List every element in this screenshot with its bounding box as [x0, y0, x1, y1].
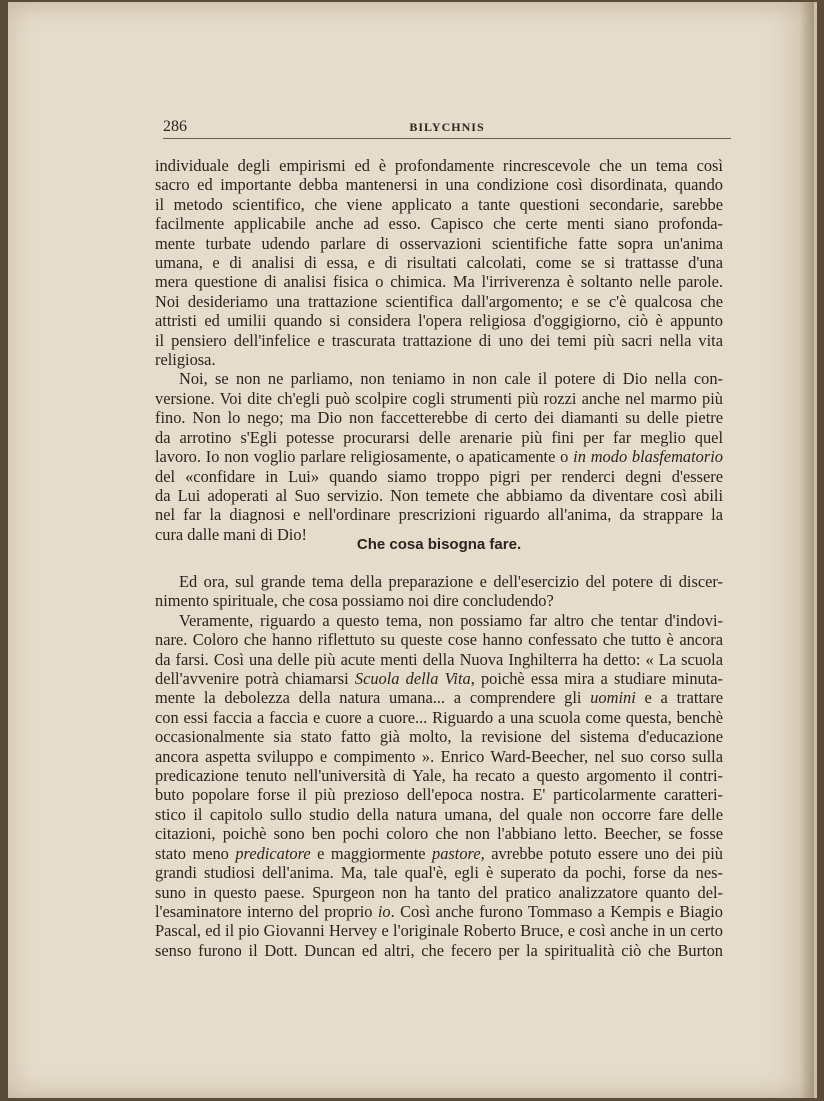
body-text-block — [155, 572, 723, 960]
text-run: senso furono il Dott. Duncan ed altri, che fecero per la spiritualità ciò che Burton — [155, 940, 723, 960]
text-line — [155, 311, 723, 330]
italic-text: Scuola della Vita — [354, 669, 471, 689]
italic-text: pastore — [432, 843, 481, 863]
text-run: fino. Non lo nego; ma Dio non faccetterebbe di certo dei diamanti su delle pietre — [155, 408, 723, 428]
text-run: , poichè essa mira a studiare minuta- — [470, 669, 724, 689]
text-run: sacro ed importante debba mantenersi in una condizione così disordinata, quando — [155, 175, 723, 195]
text-run: individuale degli empirismi ed è profondamente rincrescevole che un tema così — [155, 156, 723, 175]
text-line — [155, 234, 723, 253]
text-line — [155, 611, 723, 630]
text-line — [155, 467, 723, 486]
text-line — [155, 863, 723, 882]
text-line — [155, 708, 723, 727]
text-line — [155, 389, 723, 408]
text-run: umana, e di analisi di essa, e di risultati calcolati, come se si trattasse d'una — [155, 253, 723, 273]
text-line — [155, 408, 723, 427]
text-line — [155, 447, 723, 466]
text-run: da farsi. Così una delle più acute menti della Nuova Inghilterra ha detto: « La scuola — [155, 649, 723, 669]
text-run: e a trattare — [635, 688, 724, 708]
text-line — [155, 747, 723, 766]
text-run: . Così anche furono Tommaso a Kempis e Biagio — [390, 901, 723, 921]
text-line — [155, 195, 723, 214]
text-run: il pensiero dell'infelice e trascurata trattazione di uno dei temi più sacri nella vita — [155, 330, 723, 350]
text-run: nimento spirituale, che cosa possiamo noi dire concludendo? — [155, 591, 554, 611]
text-run: nel far la diagnosi e nell'ordinare prescrizioni riguardo all'anima, da strappare la — [155, 505, 723, 525]
text-run: Noi desideriamo una trattazione scientifica dall'argomento; e se c'è qualcosa che — [155, 291, 723, 311]
text-run: dell'avvenire potrà chiamarsi — [155, 669, 355, 689]
text-run: grandi studiosi dell'anima. Ma, tale qual'è, egli è superato da pochi, forse da nes- — [155, 863, 723, 883]
text-run: da Lui adoperati al Suo servizio. Non temete che abbiamo da diventare così abili — [155, 485, 723, 505]
text-run: Noi, se non ne parliamo, non teniamo in non cale il potere di Dio nella con- — [179, 369, 723, 389]
body-text-block — [155, 156, 723, 544]
text-line — [155, 921, 723, 940]
text-line — [155, 824, 723, 843]
text-line — [155, 805, 723, 824]
page-number: 286 — [163, 118, 187, 135]
text-run: predicazione tenuto nell'università di Yale, ha recato a questo argomento il contri- — [155, 766, 723, 786]
text-line — [155, 844, 723, 863]
text-run: e maggiormente — [310, 843, 433, 863]
text-run: versione. Voi dite ch'egli può scolpire cogli strumenti più rozzi anche nel marmo più — [155, 388, 723, 408]
text-run: nare. Coloro che hanno riflettuto su queste cose hanno confessato che tutto è ancora — [155, 630, 723, 650]
text-run: Veramente, riguardo a questo tema, non possiamo far altro che tentar d'indovi- — [179, 610, 723, 630]
text-line — [155, 572, 723, 591]
text-line — [155, 428, 723, 447]
text-run: ancora aspetta sviluppo e compimento ». Enrico Ward-Beecher, nel suo corso sulla — [155, 746, 723, 766]
section-heading: Che cosa bisogna fare. — [356, 536, 522, 553]
text-line — [155, 669, 723, 688]
text-line — [155, 688, 723, 707]
text-run: occasionalmente sia stato fatto già molto, la revisione del sistema d'educazione — [155, 727, 723, 747]
text-line — [155, 766, 723, 785]
text-run: attristi ed umilii quando si considera l'opera religiosa d'oggigiorno, ciò è appunto — [155, 311, 723, 331]
italic-text: in modo blasfematorio — [568, 447, 723, 467]
text-run: mera questione di analisi fisica o chimica. Ma l'irriverenza è soltanto nelle parole. — [155, 272, 723, 292]
text-run: da arrotino s'Egli potesse procurarsi delle arenarie più fini per far meglio quel — [155, 427, 723, 447]
text-run: stato meno — [155, 843, 236, 863]
text-line — [155, 253, 723, 272]
text-run: l'esaminatore interno del proprio — [155, 901, 378, 921]
text-line — [155, 785, 723, 804]
text-run: il metodo scientifico, che viene applicato a tante questioni secondarie, sarebbe — [155, 194, 723, 214]
italic-text: uomini — [590, 688, 636, 708]
journal-title: BILYCHNIS — [409, 120, 485, 134]
text-run: religiosa. — [155, 350, 216, 370]
text-line — [155, 630, 723, 649]
text-run: mente turbate udendo parlare di osservazioni scientifiche fatte sopra un'anima — [155, 233, 723, 253]
text-line — [155, 727, 723, 746]
text-line — [155, 331, 723, 350]
text-line — [155, 591, 723, 610]
text-line — [155, 292, 723, 311]
text-line — [155, 369, 723, 388]
text-run: con essi faccia a faccia e cuore a cuore... Riguardo a una scuola come questa, benchè — [155, 707, 723, 727]
text-run: facilmente applicabile anche ad esso. Capisco che certe menti siano profonda- — [155, 214, 723, 234]
text-line — [155, 350, 723, 369]
text-run: buto popolare forse il più prezioso dell'epoca nostra. E' particolarmente caratteri- — [155, 785, 723, 805]
text-line — [155, 650, 723, 669]
text-run: citazioni, poichè sono ben pochi coloro che non l'abbiano letto. Beecher, se fosse — [155, 824, 723, 844]
text-line — [155, 505, 723, 524]
text-line — [155, 883, 723, 902]
text-run: stico il capitolo sullo studio della natura umana, del quale non occorre fare delle — [155, 804, 723, 824]
text-line — [155, 156, 723, 175]
text-run: Ed ora, sul grande tema della preparazione e dell'esercizio del potere di discer- — [179, 572, 723, 591]
italic-text: predicatore — [235, 843, 311, 863]
text-run: Pascal, ed il pio Giovanni Hervey e l'originale Roberto Bruce, e così anche in un certo — [155, 921, 723, 941]
text-run: , avrebbe potuto essere uno dei più — [480, 843, 723, 863]
text-line — [155, 941, 723, 960]
text-run: mente la debolezza della natura umana... a comprendere gli — [155, 688, 591, 708]
text-run: cura dalle mani di Dio! — [155, 524, 308, 544]
text-line — [155, 486, 723, 505]
text-line — [155, 175, 723, 194]
running-header — [163, 118, 731, 139]
text-run: del «confidare in Lui» quando siamo troppo pigri per renderci degni d'essere — [155, 466, 723, 486]
text-line — [155, 902, 723, 921]
italic-text: io — [377, 901, 391, 921]
text-run: suno in questo paese. Spurgeon non ha tanto del pratico analizzatore quanto del- — [155, 882, 723, 902]
text-run: lavoro. Io non voglio parlare religiosamente, o apaticamente o — [155, 447, 569, 467]
text-line — [155, 272, 723, 291]
text-line — [155, 214, 723, 233]
